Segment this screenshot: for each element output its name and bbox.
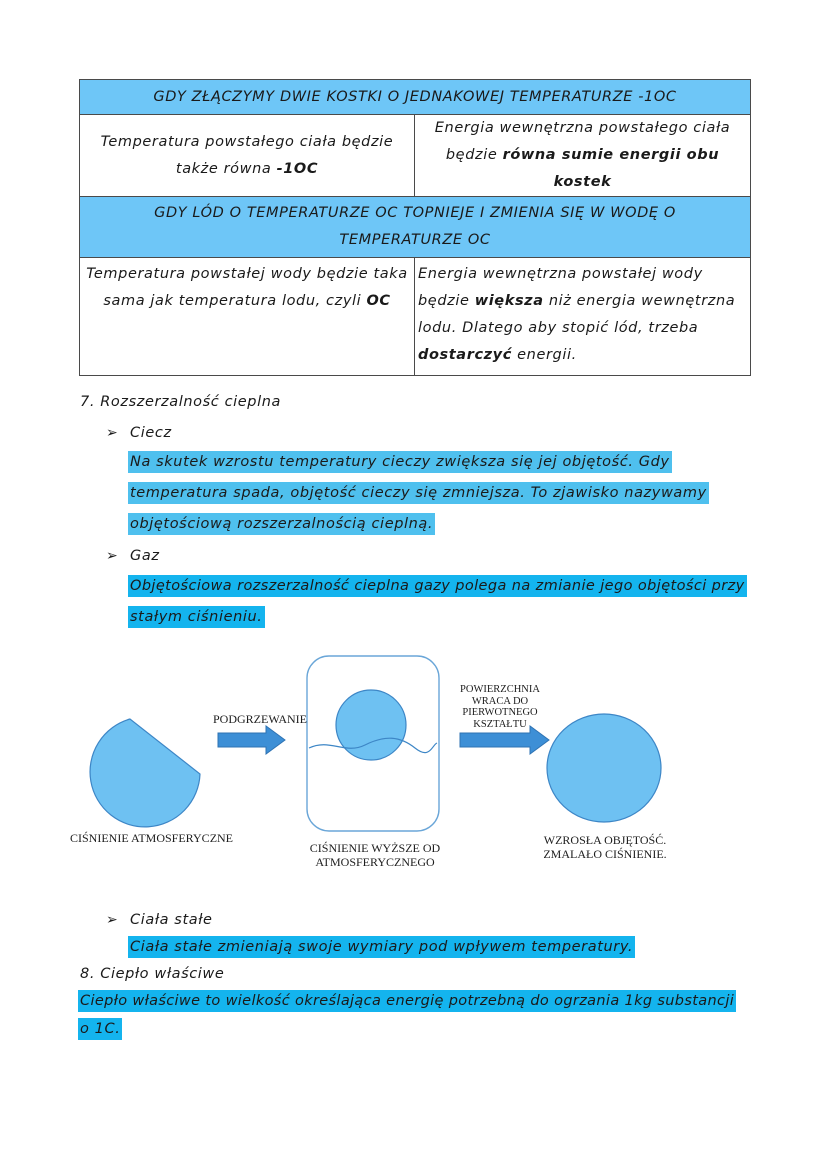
highlighted-text: o 1C.: [78, 1021, 122, 1037]
section-title: 7. Rozszerzalność cieplna: [80, 394, 282, 410]
table-cell-energy: Energia wewnętrzna powstałej wody będzie większa niż energia wewnętrzna lodu. Dlatego aby stopić lód, trzeba dostarczyć energii.: [415, 258, 751, 376]
diagram-label-atmospheric: CIŚNIENIE ATMOSFERYCZNE: [70, 831, 234, 845]
highlighted-text: Ciepło właściwe to wielkość określająca energię potrzebną do ogrzania 1kg substancji: [78, 993, 736, 1009]
gas-shape-initial: [90, 719, 200, 827]
table-header: GDY LÓD O TEMPERATURZE OC TOPNIEJE I ZMIENIA SIĘ W WODĘ O TEMPERATURZE OC: [80, 197, 751, 258]
table-cell-energy: Energia wewnętrzna powstałego ciała będzie równa sumie energii obu kostek: [415, 115, 751, 197]
arrow-bullet-icon: ➢: [106, 425, 118, 441]
table-header: GDY ZŁĄCZYMY DWIE KOSTKI O JEDNAKOWEJ TEMPERATURZE -1OC: [80, 80, 751, 115]
gas-bubble: [336, 690, 406, 760]
table-cell-temperature: Temperatura powstałej wody będzie taka sama jak temperatura lodu, czyli OC: [80, 258, 415, 376]
gas-shape-expanded: [547, 714, 661, 822]
table-cell-temperature: Temperatura powstałego ciała będzie także równa -1OC: [80, 115, 415, 197]
diagram-label-result: WZROSŁA OBJĘTOŚĆ. ZMALAŁO CIŚNIENIE.: [543, 833, 667, 861]
highlighted-text: temperatura spada, objętość cieczy się zmniejsza. To zjawisko nazywamy: [128, 485, 709, 501]
subsection-label: Gaz: [130, 548, 160, 564]
highlighted-text: Na skutek wzrostu temperatury cieczy zwiększa się jej objętość. Gdy: [128, 454, 672, 470]
subsection-label: Ciała stałe: [130, 912, 213, 928]
arrow-right-icon: [218, 726, 285, 754]
highlighted-text: objętościową rozszerzalnością cieplną.: [128, 516, 435, 532]
arrow-bullet-icon: ➢: [106, 548, 118, 564]
arrow-right-icon: [460, 726, 549, 754]
arrow-bullet-icon: ➢: [106, 912, 118, 928]
table-header-row: [80, 197, 751, 258]
highlighted-text: Ciała stałe zmieniają swoje wymiary pod wpływem temperatury.: [128, 939, 635, 955]
diagram-label-higher-pressure: CIŚNIENIE WYŻSZE OD ATMOSFERYCZNEGO: [309, 841, 441, 869]
diagram-label-surface: POWIERZCHNIA WRACA DO PIERWOTNEGO KSZTAŁTU: [460, 684, 540, 730]
table-row: [80, 115, 751, 197]
section-title: 8. Ciepło właściwe: [80, 966, 225, 982]
table-energy-cubes: [79, 79, 751, 376]
table-row: [80, 258, 751, 376]
diagram-label-heating: PODGRZEWANIE: [213, 712, 307, 726]
highlighted-text: stałym ciśnieniu.: [128, 609, 265, 625]
highlighted-text: Objętościowa rozszerzalność cieplna gazy polega na zmianie jego objętości przy: [128, 578, 747, 594]
table-header-row: [80, 80, 751, 115]
subsection-label: Ciecz: [130, 425, 172, 441]
